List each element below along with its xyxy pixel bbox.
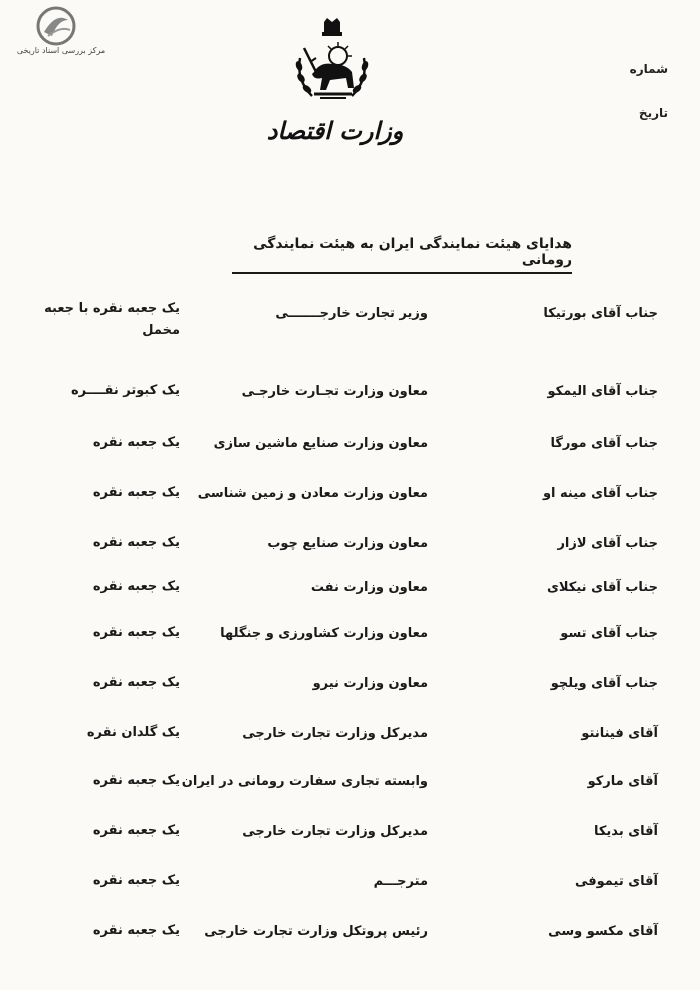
list-item xyxy=(0,384,700,424)
gift-description: یک جعبه نقره xyxy=(92,923,180,938)
recipient-name: جناب آقای تسو xyxy=(560,626,658,641)
document-heading: هدایای هیئت نمایندگی ایران به هیئت نمایندگی رومانی xyxy=(232,236,572,274)
recipient-name: آقای بدیکا xyxy=(593,824,658,839)
list-item xyxy=(0,726,700,766)
gift-description: یک جعبه نقره xyxy=(92,675,180,690)
archive-watermark xyxy=(6,6,116,60)
recipient-name: جناب آقای ویلچو xyxy=(550,676,658,691)
recipient-title: مدیرکل وزارت تجارت خارجی xyxy=(242,824,428,839)
list-item xyxy=(0,580,700,620)
gift-description: یک کبوتر نقــــره xyxy=(70,383,180,398)
recipient-name: آقای تیموفی xyxy=(574,874,658,889)
archive-logo-icon xyxy=(34,6,78,46)
gift-description: یک جعبه نقره xyxy=(92,823,180,838)
gift-description: یک جعبه نقره xyxy=(92,873,180,888)
recipient-title: وابسته تجاری سفارت رومانی در ایران xyxy=(181,774,428,789)
date-label: تاریخ xyxy=(638,106,668,120)
list-item xyxy=(0,676,700,716)
list-item xyxy=(0,536,700,576)
recipient-title: معاون وزارت نفت xyxy=(310,580,428,595)
list-item xyxy=(0,301,700,346)
gift-description: یک جعبه نقره xyxy=(92,579,180,594)
list-item xyxy=(0,924,700,964)
recipient-name: جناب آقای الیمکو xyxy=(547,384,658,399)
recipient-title: معاون وزارت صنایع ماشین سازی xyxy=(213,436,428,451)
lion-and-sun-emblem-icon xyxy=(290,18,374,106)
gift-description: یک جعبه نقره xyxy=(92,773,180,788)
list-item xyxy=(0,436,700,476)
gift-description: یک گلدان نقره xyxy=(86,725,180,740)
list-item xyxy=(0,774,700,814)
list-item xyxy=(0,626,700,666)
recipient-name: جناب آقای نیکلای xyxy=(547,580,658,595)
recipient-title: رئیس پروتکل وزارت تجارت خارجی xyxy=(204,924,428,939)
recipient-title: معاون وزارت صنایع چوب xyxy=(267,536,428,551)
ministry-name: وزارت اقتصاد xyxy=(266,116,404,145)
recipient-name: آقای مارکو xyxy=(587,774,658,789)
watermark-text: مرکز بررسی اسناد تاریخی xyxy=(16,46,106,55)
recipient-title: معاون وزارت کشاورزی و جنگلها xyxy=(220,626,428,641)
gift-description: یک جعبه نقره xyxy=(92,535,180,550)
list-item xyxy=(0,486,700,526)
number-label: شماره xyxy=(629,62,668,76)
recipient-name: آقای مکسو وسی xyxy=(548,924,658,939)
recipient-name: آقای فینانتو xyxy=(581,726,658,741)
gift-description: یک جعبه نقره xyxy=(92,435,180,450)
gift-description: یک جعبه نقره با جعبه مخمل xyxy=(44,301,180,338)
recipient-name: جناب آقای مورگا xyxy=(550,436,658,451)
recipient-name: جناب آقای بورتیکا xyxy=(543,306,658,321)
recipient-title: مدیرکل وزارت تجارت خارجی xyxy=(242,726,428,741)
recipient-title: معاون وزارت معادن و زمین شناسی xyxy=(197,486,428,501)
list-item xyxy=(0,874,700,914)
list-item xyxy=(0,824,700,864)
recipient-title: معاون وزارت تجـارت خارجـی xyxy=(241,384,428,399)
recipient-title: معاون وزارت نیرو xyxy=(312,676,428,691)
recipient-title: وزیر تجارت خارجـــــــی xyxy=(275,306,428,321)
recipient-name: جناب آقای لازار xyxy=(557,536,658,551)
recipient-name: جناب آقای مینه او xyxy=(542,486,658,501)
gift-description: یک جعبه نقره xyxy=(92,625,180,640)
gift-description: یک جعبه نقره xyxy=(92,485,180,500)
recipient-title: مترجـــم xyxy=(373,874,428,889)
